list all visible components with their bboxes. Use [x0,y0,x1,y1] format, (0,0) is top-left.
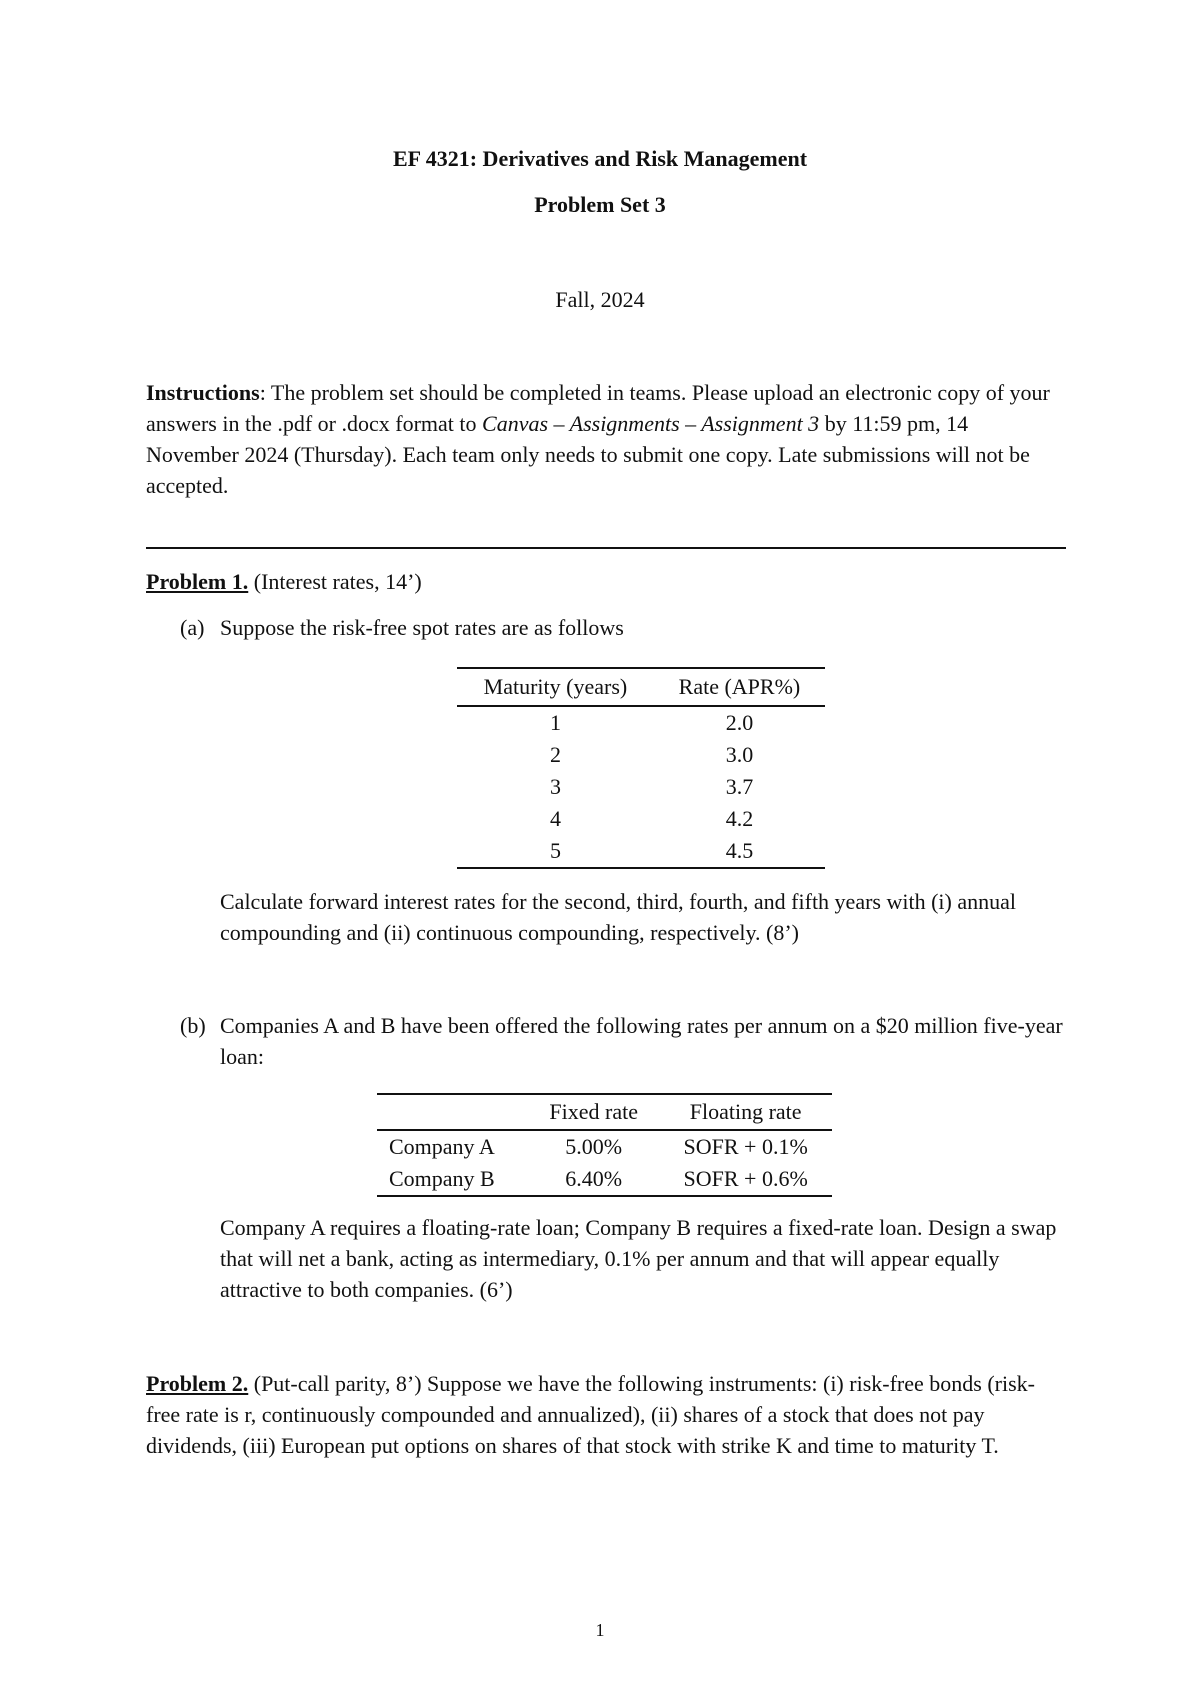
column-header: Floating rate [659,1094,832,1130]
section-divider [146,547,1066,549]
part-a-question: Calculate forward interest rates for the second, third, fourth, and fifth years with (i) annual compounding and (ii) continuous compounding, respectively. (8’) [220,889,1016,945]
problem-2-label: Problem 2. [146,1371,249,1396]
table-row [457,739,825,771]
rate-cell: 2.0 [725,710,754,735]
column-header: Fixed rate [528,1094,659,1130]
instructions-text-1: : The problem set should be completed in teams. Please upload an electronic copy of your answers in the .pdf or .docx format to [146,380,1050,436]
spot-rates-table [457,667,825,869]
column-header [377,1094,528,1130]
problem-2-text: (Put-call parity, 8’) Suppose we have the following instruments: (i) risk-free bonds (risk-free rate is r, continuously compounded and annualized), (ii) shares of a stock that does not pay dividends, (iii) European put options on shares of that stock with strike K and time to maturity T. [146,1371,1035,1458]
table-row [457,706,825,739]
floating-rate-cell: SOFR + 0.1% [683,1134,808,1159]
instructions-paragraph [146,377,1066,501]
instructions-label: Instructions [146,380,260,405]
maturity-cell: 2 [549,742,561,767]
submission-path: Canvas – Assignments – Assignment 3 [482,411,820,436]
term-label: Fall, 2024 [555,287,645,312]
problem-set-title: Problem Set 3 [534,192,666,217]
company-cell: Company A [389,1134,495,1159]
floating-rate-cell: SOFR + 0.6% [683,1166,808,1191]
problem-1-topic: (Interest rates, 14’) [248,569,422,594]
loan-rates-table [377,1093,832,1197]
part-b-text: Companies A and B have been offered the following rates per annum on a $20 million five-year loan: [220,1013,1063,1069]
table-row [457,835,825,868]
rate-cell: 3.0 [725,742,754,767]
maturity-cell: 1 [549,710,561,735]
part-a-text: Suppose the risk-free spot rates are as follows [220,615,624,640]
maturity-cell: 3 [549,774,561,799]
part-b-question: Company A requires a floating-rate loan; Company B requires a fixed-rate loan. Design a swap that will net a bank, acting as intermediary, 0.1% per annum and that will appear equally attractive to both companies. (6’) [220,1215,1057,1302]
table-row [457,803,825,835]
table-header-row [377,1094,832,1130]
table-row [377,1130,832,1163]
part-a-intro [180,612,1080,643]
company-cell: Company B [389,1166,495,1191]
part-b-label: (b) [180,1013,206,1038]
maturity-cell: 5 [549,838,561,863]
instructions-text-2: by 11:59 pm, 14 November 2024 (Thursday). Each team only needs to submit one copy. Late submissions will not be accepted. [146,411,1030,498]
table-row [457,771,825,803]
problem-1-heading [146,566,1066,597]
fixed-rate-cell: 5.00% [565,1134,623,1159]
fixed-rate-cell: 6.40% [565,1166,623,1191]
table-row [377,1163,832,1196]
part-b-intro [180,1010,1080,1072]
course-title: EF 4321: Derivatives and Risk Management [392,146,808,171]
page-number: 1 [595,1620,605,1640]
problem-2-paragraph [146,1368,1066,1461]
maturity-cell: 4 [549,806,561,831]
part-a-label: (a) [180,615,205,640]
rate-cell: 4.5 [725,838,754,863]
problem-1-label: Problem 1. [146,569,249,594]
rate-cell: 4.2 [725,806,754,831]
column-header: Rate (APR%) [654,668,825,706]
rate-cell: 3.7 [725,774,754,799]
column-header: Maturity (years) [457,668,654,706]
table-header-row [457,668,825,706]
